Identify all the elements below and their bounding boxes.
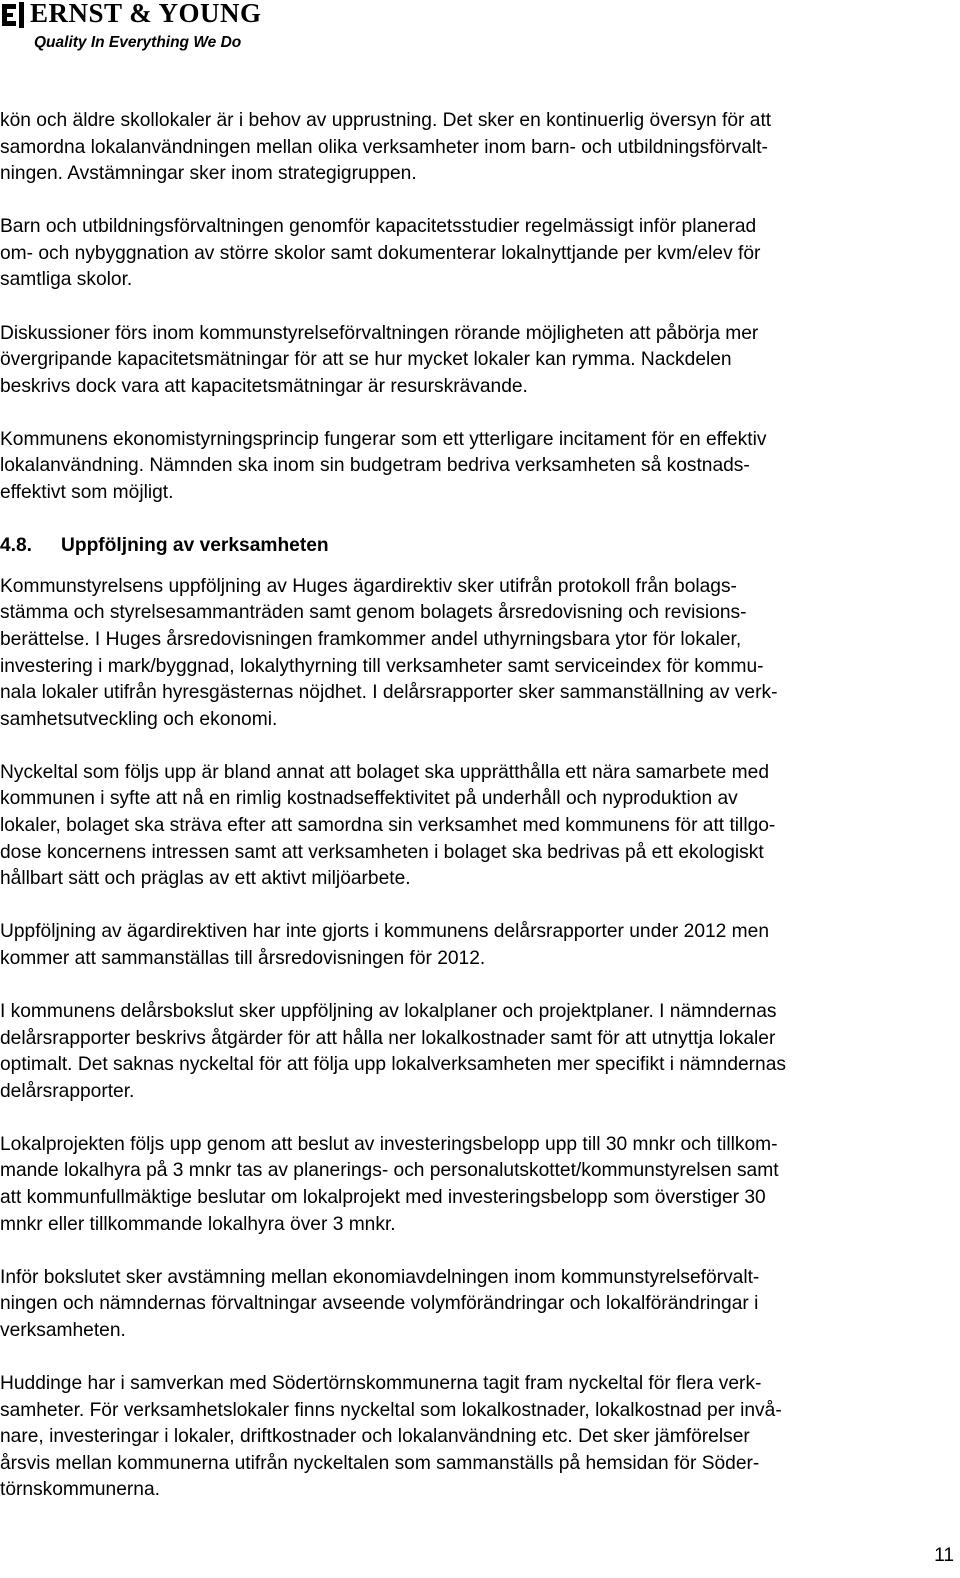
ernst-young-logo	[2, 0, 262, 60]
logo-company-name: ERNST & YOUNG	[30, 0, 262, 28]
section-number: 4.8.	[0, 535, 33, 557]
paragraph-year-end-reconciliation: Inför bokslutet sker avstämning mellan ekonomiavdelningen inom kommunstyrelseförvalt- ningen och nämndernas förvaltningar avseende volymförändringar och lokalförändringar i verksamheten.	[0, 1266, 760, 1341]
document-body	[0, 108, 940, 1530]
paragraph-school-premises: kön och äldre skollokaler är i behov av upprustning. Det sker en kontinuerlig översyn för att samordna lokalanvändningen mellan olika verksamheter inom barn- och utbildningsförvalt- ningen. Avstämningar sker inom strategigruppen.	[0, 110, 772, 185]
logo-tagline: Quality In Everything We Do	[34, 34, 242, 51]
section-title: Uppföljning av verksamheten	[61, 535, 329, 557]
page-number: 11	[934, 1545, 954, 1566]
paragraph-owner-directives: Kommunstyrelsens uppföljning av Huges ägardirektiv sker utifrån protokoll från bolags- stämma och styrelsesammanträden samt genom bolagets årsredovisning och revisions- berättelse. I Huges årsredovisningen framkommer andel uthyrningsbara ytor för lokaler, investering i mark/byggnad, lokalythyrning till verksamheter samt serviceindex för kommu- nala lokaler utifrån hyresgästernas nöjdhet. I delårsrapporter sker sammanställning av verk- samhetsutveckling och ekonomi.	[0, 575, 778, 730]
paragraph-capacity-discussions: Diskussioner förs inom kommunstyrelseförvaltningen rörande möjligheten att påbörja mer övergripande kapacitetsmätningar för att se hur mycket lokaler kan rymma. Nackdelen beskrivs dock vara att kapacitetsmätningar är resurskrävande.	[0, 322, 759, 397]
paragraph-directive-followup: Uppföljning av ägardirektiven har inte gjorts i kommunens delårsrapporter under 2012 men kommer att sammanställas till årsredovisningen för 2012.	[0, 921, 769, 969]
section-heading	[0, 533, 940, 560]
ernst-young-logo-mark-icon	[2, 2, 26, 28]
paragraph-capacity-studies: Barn och utbildningsförvaltningen genomför kapacitetsstudier regelmässigt inför planerad om- och nybyggnation av större skolor samt dokumenterar lokalnyttjande per kvm/elev för samtliga skolor.	[0, 216, 761, 291]
paragraph-financial-control: Kommunens ekonomistyrningsprincip fungerar som ett ytterligare incitament för en effektiv lokalanvändning. Nämnden ska inom sin budgetram bedriva verksamheten så kostnads- effektivt som möjligt.	[0, 428, 767, 504]
paragraph-interim-accounts: I kommunens delårsbokslut sker uppföljning av lokalplaner och projektplaner. I nämndernas delårsrapporter beskrivs åtgärder för att hålla ner lokalkostnader samt för att utnyttja lokaler optimalt. Det saknas nyckeltal för att följa upp lokalverksamheten mer specifikt i nämndernas delårsrapporter.	[0, 1000, 786, 1102]
paragraph-premises-projects: Lokalprojekten följs upp genom att beslut av investeringsbelopp upp till 30 mnkr och tillkom- mande lokalhyra på 3 mnkr tas av planerings- och personalutskottet/kommunstyrelsen samt att kommunfullmäktige beslutar om lokalprojekt med investeringsbelopp som överstiger 30 mnkr eller tillkommande lokalhyra över 3 mnkr.	[0, 1133, 779, 1235]
paragraph-key-figures: Nyckeltal som följs upp är bland annat att bolaget ska upprätthålla ett nära samarbete med kommunen i syfte att nå en rimlig kostnadseffektivitet på underhåll och nyproduktion av lokaler, bolaget ska sträva efter att samordna sin verksamhet med kommunens för att tillgo- dose koncernens intressen samt att verksamheten i bolaget ska bedrivas på ett ekologiskt hållbart sätt och präglas av ett aktivt miljöarbete.	[0, 761, 776, 890]
paragraph-sodertorn-key-figures: Huddinge har i samverkan med Södertörnskommunerna tagit fram nyckeltal för flera verk- samheter. För verksamhetslokaler finns nyckeltal som lokalkostnader, lokalkostnad per invå- nare, investeringar i lokaler, driftkostnader och lokalanvändning etc. Det sker jämförelser årsvis mellan kommunerna utifrån nyckeltalen som sammanställs på hemsidan för Söder- törnskommunerna.	[0, 1372, 782, 1501]
